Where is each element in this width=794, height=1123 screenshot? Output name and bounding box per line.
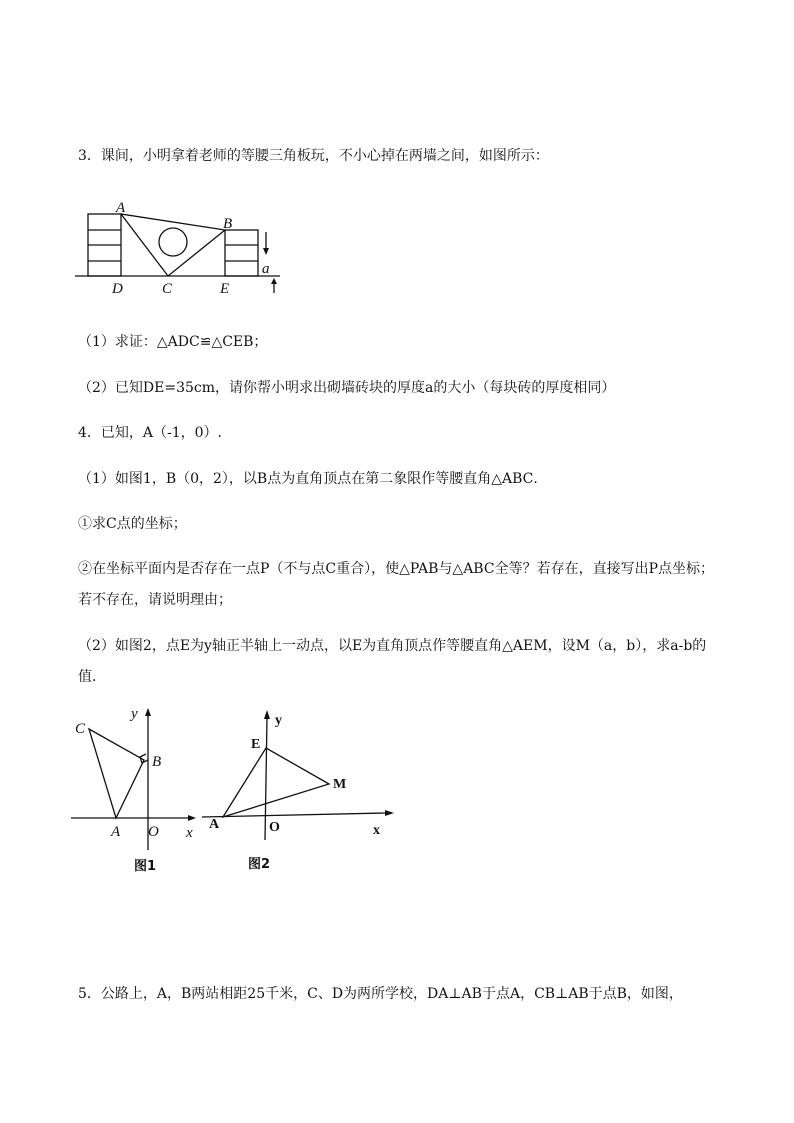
label-B: B [223,216,233,232]
arrow-down-icon [263,248,269,255]
triangle-AEM [223,748,329,817]
label-y: y [275,713,282,728]
label-a: a [262,261,270,277]
q4-part2-line2: 值． [78,669,106,685]
y-axis-arrow-icon [145,708,151,716]
right-wall [225,230,258,276]
x-axis-arrow-icon [385,810,394,816]
q5-stem: 5．公路上，A，B两站相距25千米，C、D为两所学校，DA⊥AB于点A，CB⊥AB于点B，如图， [78,986,683,1002]
label-A: A [116,200,126,216]
y-axis-arrow-icon [264,710,270,719]
figure1-caption: 图1 [134,859,157,874]
label-E: E [251,737,261,752]
q4-sub2-line1: ②在坐标平面内是否存在一点P（不与点C重合），使△PAB与△ABC全等？若存在，直接写出P点坐标； [78,561,714,577]
q4-part1: （1）如图1，B（0，2），以B点为直角顶点在第二象限作等腰直角△ABC． [78,471,548,487]
label-A: A [111,824,121,840]
label-M: M [333,777,347,792]
label-D: D [112,281,123,296]
q3-part1: （1）求证：△ADC≌△CEB； [78,334,268,350]
label-O: O [148,824,159,840]
q3-figure [72,196,287,296]
q4-sub1: ①求C点的坐标； [78,516,187,532]
label-O: O [269,820,280,835]
label-y: y [131,706,138,722]
label-C: C [162,281,173,296]
q4-figure1 [66,700,206,876]
q4-stem: 4．已知，A（-1，0）. [78,425,223,441]
triangle-ACB [121,214,225,276]
arrow-up-icon [271,278,277,284]
q3-part2: （2）已知DE=35cm，请你帮小明求出砌墙砖块的厚度a的大小（每块砖的厚度相同） [78,380,616,396]
label-C: C [75,721,86,737]
label-E: E [220,281,230,296]
label-A: A [209,817,220,832]
triangle-hole [159,228,187,256]
q4-part2-line1: （2）如图2，点E为y轴正半轴上一动点，以E为直角顶点作等腰直角△AEM，设M（a，b），求a-b的 [78,638,707,654]
label-x: x [186,825,193,841]
label-x: x [373,823,380,838]
y-axis [265,718,267,840]
x-axis-arrow-icon [188,815,196,821]
label-B: B [152,754,162,770]
figure2-caption: 图2 [248,857,271,872]
q4-sub2-line2: 若不存在，请说明理由； [78,592,232,608]
triangle-ABC [89,729,144,818]
q4-figure2 [196,700,396,876]
q3-stem: 3．课间，小明拿着老师的等腰三角板玩，不小心掉在两墙之间，如图所示： [78,148,549,164]
